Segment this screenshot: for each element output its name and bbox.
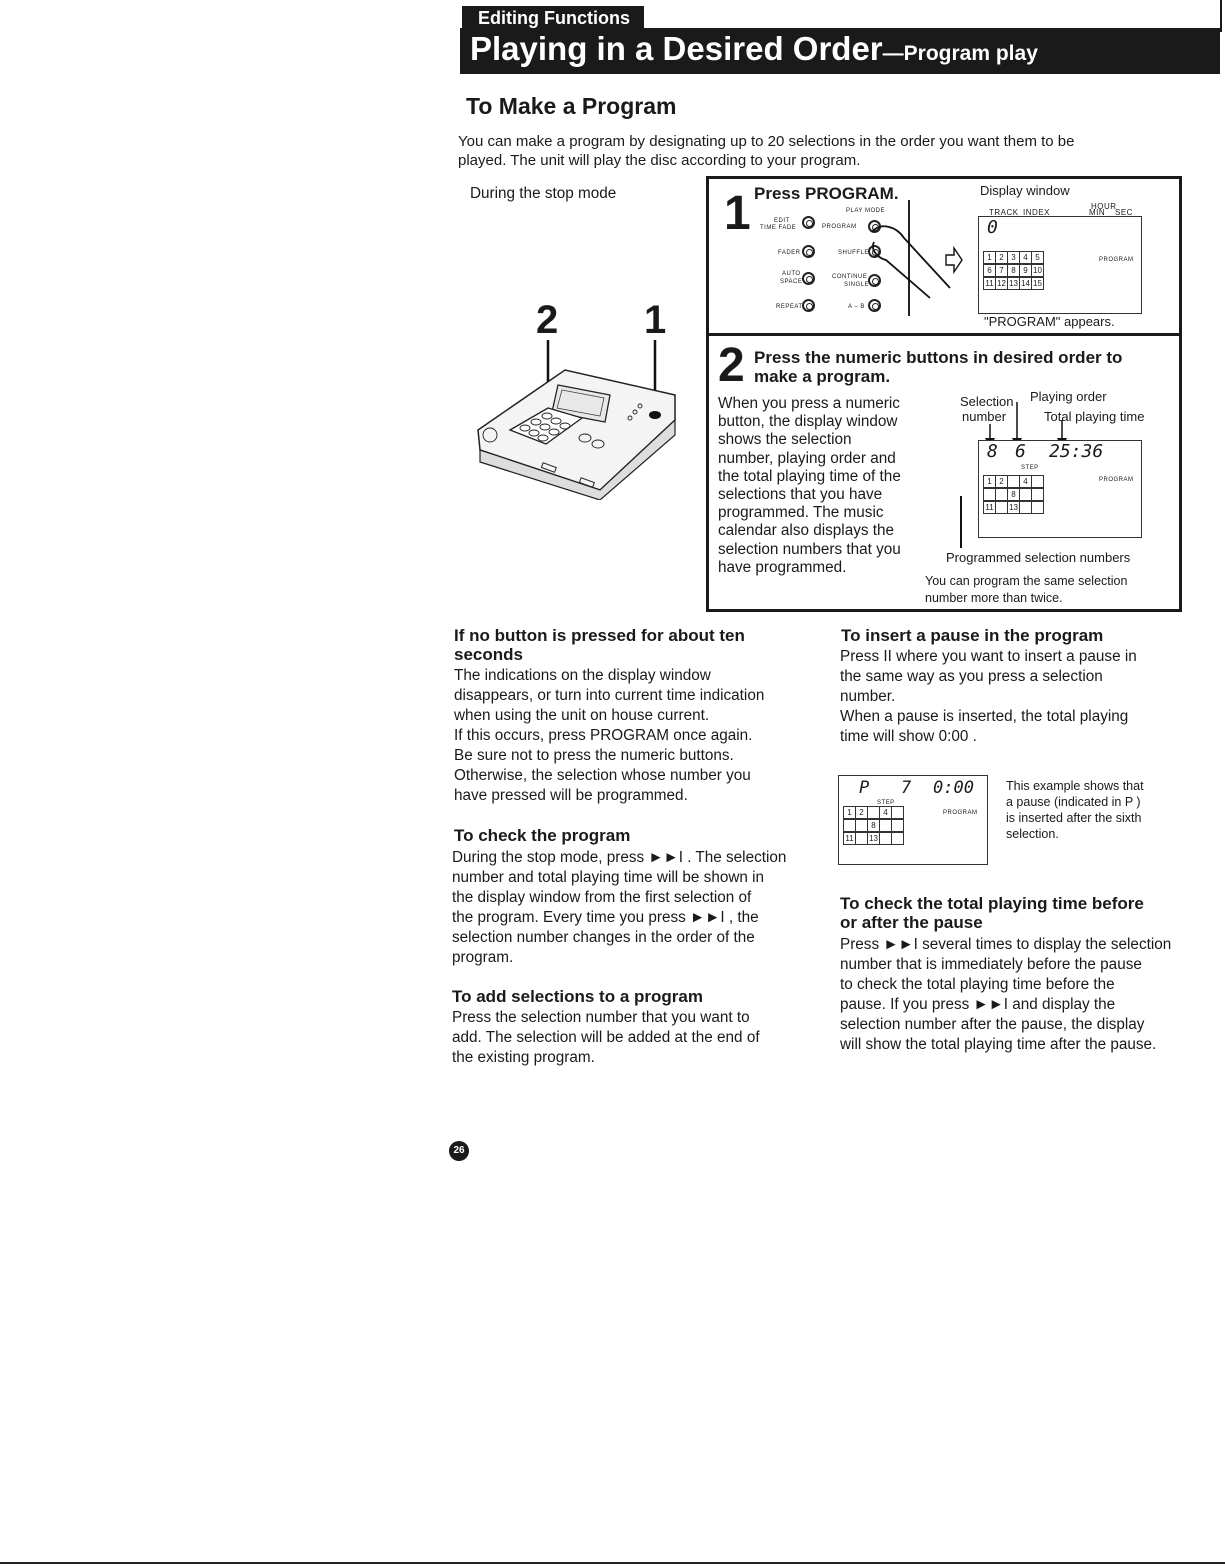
add-selections-body	[452, 1008, 760, 1068]
repeat-label: REPEAT	[776, 304, 803, 310]
step-1-title: Press PROGRAM.	[754, 184, 899, 203]
body-line: the same way as you press a selection	[840, 668, 1103, 685]
steps-divider	[706, 333, 1182, 336]
fader-button[interactable]	[802, 245, 815, 258]
calendar-cell: 13	[1007, 277, 1020, 290]
step-1-number: 1	[724, 187, 751, 240]
calendar-cell: 2	[995, 251, 1008, 264]
lcd-program-indicator: PROGRAM	[1099, 257, 1134, 263]
a-b-label: A – B	[848, 304, 865, 310]
programmed-caption: Programmed selection numbers	[946, 550, 1131, 565]
step1-lcd	[978, 202, 1142, 314]
calendar-cell: 4	[1019, 251, 1032, 264]
single-label: SINGLE	[844, 282, 870, 288]
lcd-sec: SEC	[1115, 208, 1133, 217]
display-window-label: Display window	[980, 183, 1070, 198]
no-button-heading-line2: seconds	[454, 645, 523, 664]
calendar-cell: 11	[843, 832, 856, 845]
body-line: add. The selection will be added at the end of	[452, 1029, 760, 1046]
step-2-number: 2	[718, 339, 745, 392]
check-total-heading-line1: To check the total playing time before	[840, 894, 1144, 913]
lcd-track: TRACK	[989, 208, 1019, 217]
calendar-cell: 6	[983, 264, 996, 277]
pause-example-text	[1006, 778, 1144, 842]
calendar-cell	[1031, 488, 1044, 501]
calendar-cell: 3	[1007, 251, 1020, 264]
check-total-heading-line2: or after the pause	[840, 913, 983, 932]
fader-label: FADER	[778, 250, 801, 256]
add-selections-heading: To add selections to a program	[452, 987, 703, 1006]
time-fade-label: TIME FADE	[760, 225, 797, 231]
step-2-body	[718, 395, 901, 577]
body-line: selection number changes in the order of the	[452, 929, 755, 946]
calendar-cell: 4	[879, 806, 892, 819]
calendar-cell	[891, 832, 904, 845]
program-appears-caption: "PROGRAM" appears.	[984, 314, 1115, 329]
step-2-body-line: the total playing time of the	[718, 467, 901, 485]
edit-label: EDIT	[774, 218, 790, 224]
calendar-cell: 8	[867, 819, 880, 832]
calendar-cell: 13	[1007, 501, 1020, 514]
calendar-cell	[891, 806, 904, 819]
playing-order-label: Playing order	[1030, 389, 1107, 404]
no-button-heading-line1: If no button is pressed for about ten	[454, 626, 745, 645]
page-number: 26	[449, 1141, 469, 1161]
body-line: Be sure not to press the numeric buttons.	[454, 747, 734, 764]
body-line: The indications on the display window	[454, 667, 711, 684]
pressing-finger-icon	[860, 220, 980, 300]
page-title	[470, 26, 1038, 77]
program-label: PROGRAM	[822, 224, 857, 230]
space-label: SPACE	[780, 279, 803, 285]
body-line: program.	[452, 949, 514, 966]
bottom-rule	[0, 1562, 1225, 1564]
auto-space-button[interactable]	[802, 272, 815, 285]
programmed-bracket	[960, 496, 962, 548]
step-2-body-line: calendar also displays the	[718, 522, 895, 540]
body-line: time will show 0:00 .	[840, 728, 977, 745]
make-program-heading: To Make a Program	[466, 93, 677, 119]
number-label: number	[962, 409, 1007, 424]
edit-button[interactable]	[802, 216, 815, 229]
insert-pause-body	[840, 647, 1137, 747]
calendar-cell: 15	[1031, 277, 1044, 290]
lcd-program-indicator: PROGRAM	[943, 810, 978, 816]
calendar-cell: 10	[1031, 264, 1044, 277]
calendar-cell	[891, 819, 904, 832]
calendar-cell: 11	[983, 501, 996, 514]
calendar-cell: 12	[995, 277, 1008, 290]
body-line: number.	[840, 688, 896, 705]
lcd-index: INDEX	[1023, 208, 1050, 217]
calendar-cell: 1	[983, 475, 996, 488]
step-2-title-line1: Press the numeric buttons in desired order to	[754, 348, 1123, 367]
body-line: pause. If you press ►►I and display the	[840, 996, 1116, 1013]
step-2-body-line: number, playing order and	[718, 449, 896, 467]
continue-label: CONTINUE	[832, 274, 868, 280]
example-line: is inserted after the sixth	[1006, 811, 1142, 825]
calendar-cell	[1031, 501, 1044, 514]
selection-label: Selection	[960, 394, 1014, 409]
body-line: Press II where you want to insert a pause in	[840, 648, 1137, 665]
shuffle-label: SHUFFLE	[838, 250, 869, 256]
step-2-body-line: When you press a numeric	[718, 395, 900, 412]
lcd-playing-order: 7	[901, 778, 912, 798]
body-line: Press ►►I several times to display the selection	[840, 936, 1172, 953]
calendar-cell: 2	[855, 806, 868, 819]
a-b-button[interactable]	[868, 299, 881, 312]
lcd-min: MIN	[1089, 208, 1106, 217]
lcd-hour: HOUR	[1091, 202, 1117, 211]
calendar-cell: 1	[983, 251, 996, 264]
body-line: the existing program.	[452, 1049, 595, 1066]
body-line: During the stop mode, press ►►I . The selection	[452, 849, 787, 866]
lcd-total-time: 25:36	[1049, 441, 1104, 462]
lcd-playing-order: 6	[1015, 441, 1026, 462]
calendar-cell: 1	[843, 806, 856, 819]
body-line: the display window from the first selection of	[452, 889, 752, 906]
lcd-step: STEP	[877, 800, 895, 806]
body-line: Press the selection number that you want to	[452, 1009, 750, 1026]
step-2-body-line: shows the selection	[718, 431, 852, 449]
repeat-button[interactable]	[802, 299, 815, 312]
example-line: selection.	[1006, 827, 1059, 841]
body-line: will show the total playing time after the pause.	[840, 1036, 1157, 1053]
cd-player-illustration	[470, 340, 690, 500]
step-2-body-line: button, the display window	[718, 413, 898, 431]
calendar-cell: 8	[1007, 264, 1020, 277]
example-line: This example shows that	[1006, 779, 1144, 793]
callout-1: 1	[644, 298, 667, 342]
lcd-digit: 0	[987, 217, 998, 238]
calendar-cell: 4	[1019, 475, 1032, 488]
calendar-cell: 2	[995, 475, 1008, 488]
calendar-cell: 11	[983, 277, 996, 290]
title-sub: —Program play	[882, 42, 1038, 65]
body-line: number that is immediately before the pause	[840, 956, 1142, 973]
check-total-body	[840, 935, 1171, 1055]
body-line: to check the total playing time before the	[840, 976, 1115, 993]
callout-2: 2	[536, 298, 559, 342]
play-mode-label: PLAY MODE	[846, 208, 885, 214]
example-line: a pause (indicated in P )	[1006, 795, 1141, 809]
no-button-body	[454, 666, 764, 806]
note-line-1: You can program the same selection	[925, 574, 1128, 588]
intro-line-1: You can make a program by designating up to 20 selections in the order you want them to be	[458, 133, 1075, 150]
pause-lcd	[838, 775, 988, 865]
body-line: have pressed will be programmed.	[454, 787, 688, 804]
lcd-program-indicator: PROGRAM	[1099, 477, 1134, 483]
calendar-cell: 13	[867, 832, 880, 845]
body-line: When a pause is inserted, the total playing	[840, 708, 1129, 725]
section-tab: Editing Functions	[462, 6, 644, 30]
title-main: Playing in a Desired Order	[470, 30, 883, 67]
body-line: selection number after the pause, the display	[840, 1016, 1145, 1033]
check-program-heading: To check the program	[454, 826, 631, 845]
auto-label: AUTO	[782, 271, 801, 277]
intro-line-2: played. The unit will play the disc according to your program.	[458, 152, 861, 169]
step-2-title-line2: make a program.	[754, 367, 891, 386]
insert-pause-heading: To insert a pause in the program	[841, 626, 1104, 645]
calendar-cell: 8	[1007, 488, 1020, 501]
lcd-step: STEP	[1021, 465, 1039, 471]
calendar-cell: 14	[1019, 277, 1032, 290]
margin-rule	[1220, 0, 1222, 32]
body-line: when using the unit on house current.	[454, 707, 710, 724]
body-line: Otherwise, the selection whose number you	[454, 767, 751, 784]
step2-lcd	[978, 440, 1142, 538]
lcd-selection-number: 8	[987, 441, 998, 462]
step-2-body-line: have programmed.	[718, 558, 847, 576]
total-time-label: Total playing time	[1044, 409, 1145, 424]
body-line: If this occurs, press PROGRAM once again.	[454, 727, 753, 744]
step-2-body-line: programmed. The music	[718, 504, 884, 522]
during-stop-label: During the stop mode	[470, 185, 617, 202]
lcd-pause-indicator: P	[859, 778, 870, 798]
step-2-body-line: selections that you have	[718, 486, 883, 504]
body-line: disappears, or turn into current time indication	[454, 687, 765, 704]
title-bar	[460, 28, 1220, 74]
calendar-cell: 5	[1031, 251, 1044, 264]
calendar-cell	[1031, 475, 1044, 488]
body-line: number and total playing time will be shown in	[452, 869, 765, 886]
step-2-body-line: selection numbers that you	[718, 540, 901, 558]
check-program-body	[452, 848, 786, 968]
note-line-2: number more than twice.	[925, 591, 1063, 605]
body-line: the program. Every time you press ►►I , the	[452, 909, 759, 926]
calendar-cell: 7	[995, 264, 1008, 277]
lcd-total-time: 0:00	[933, 778, 974, 798]
calendar-cell: 9	[1019, 264, 1032, 277]
